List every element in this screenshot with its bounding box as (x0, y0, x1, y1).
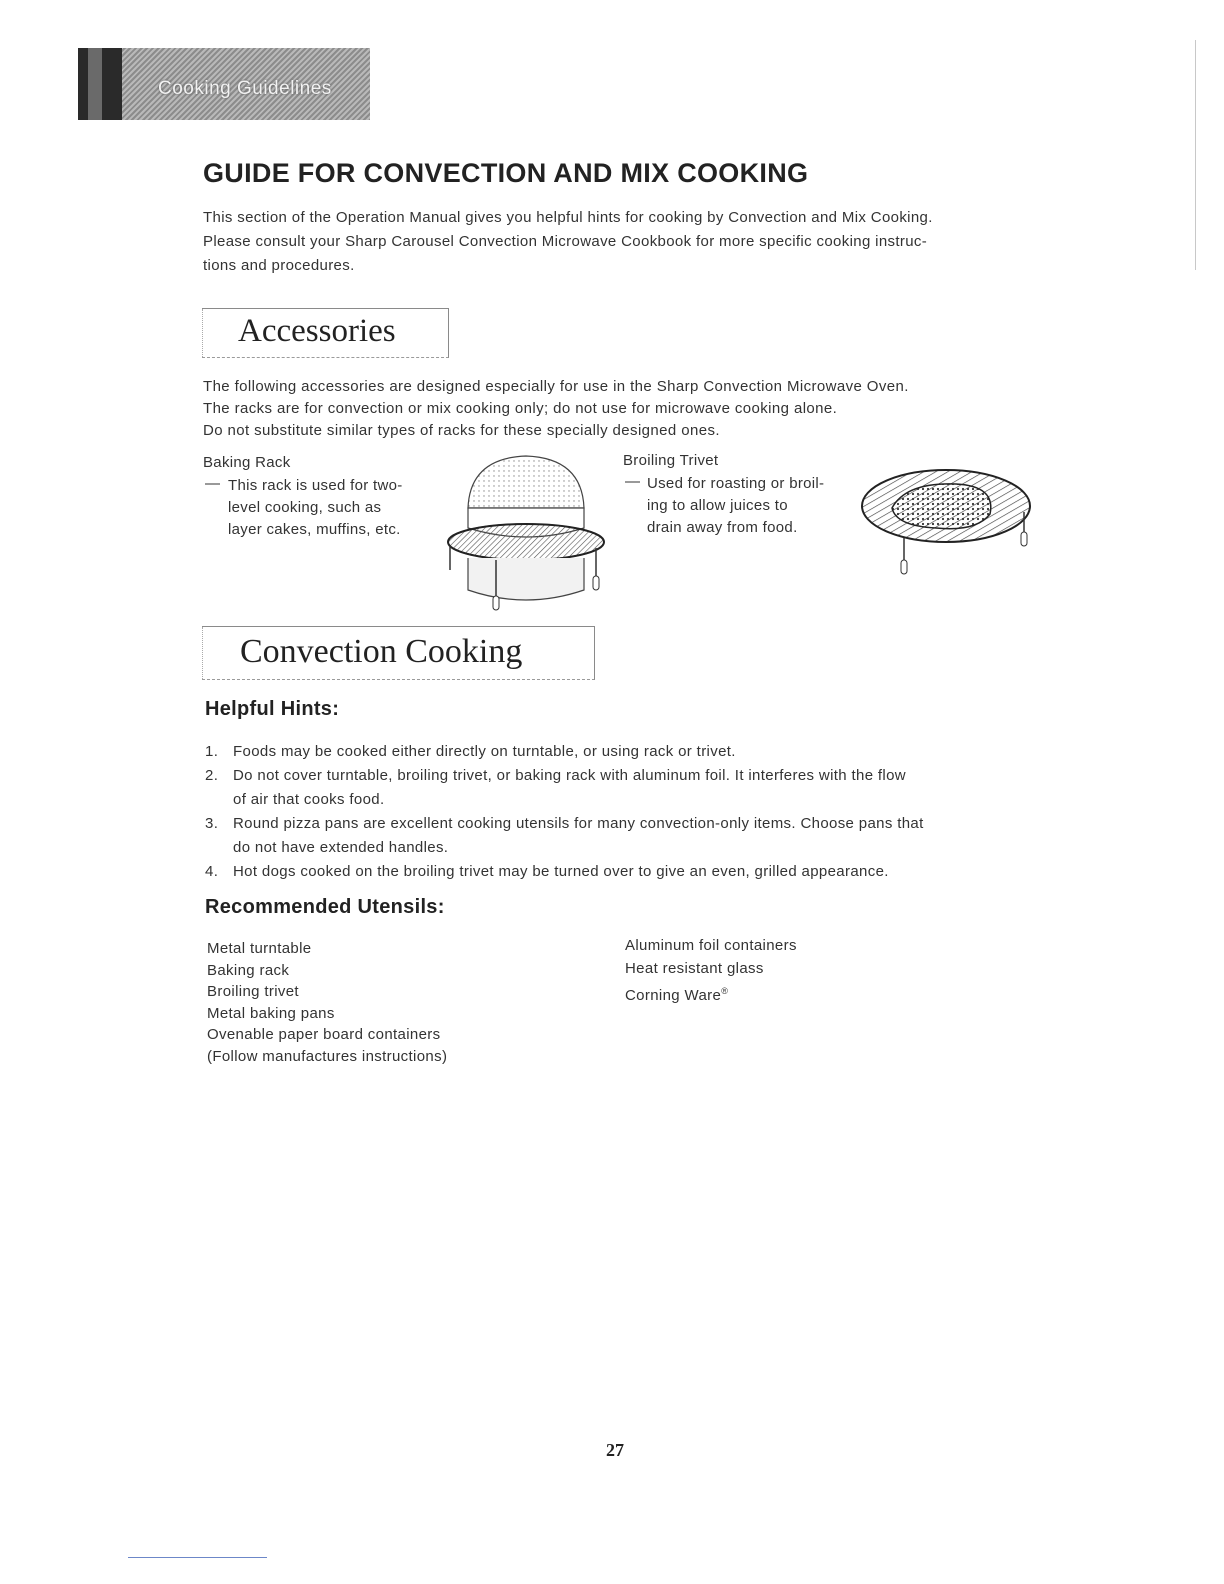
tab-marker (78, 48, 122, 120)
list-item (205, 812, 1055, 860)
desc-line: drain away from food. (647, 519, 798, 536)
recommended-utensils-heading: Recommended Utensils: (205, 896, 445, 918)
list-item (205, 764, 1055, 812)
list-item: Aluminum foil containers (625, 937, 797, 954)
desc-line: This rack is used for two- (228, 477, 403, 494)
broiling-trivet-illustration (856, 462, 1036, 582)
list-item: Metal baking pans (207, 1004, 335, 1022)
baking-rack-desc (228, 475, 424, 541)
convection-heading-box (202, 626, 595, 680)
footer-rule (128, 1557, 267, 1558)
baking-rack-dash: — (205, 475, 220, 492)
helpful-hints-heading: Helpful Hints: (205, 698, 340, 720)
utensil-label: Corning Ware (625, 987, 722, 1004)
section-tab (78, 48, 370, 120)
desc-line: layer cakes, muffins, etc. (228, 521, 401, 538)
desc-line: Used for roasting or broil- (647, 475, 825, 492)
intro-paragraph (203, 206, 1053, 278)
desc-line: ing to allow juices to (647, 497, 788, 514)
list-item: Baking rack (207, 961, 290, 979)
accessories-line: Do not substitute similar types of racks for these specially designed ones. (203, 422, 720, 439)
hint-text: of air that cooks food. (233, 791, 385, 808)
hint-text: Foods may be cooked either directly on turntable, or using rack or trivet. (233, 743, 736, 760)
accessories-text (203, 376, 1103, 442)
hint-text: Do not cover turntable, broiling trivet, or baking rack with aluminum foil. It interferes with the flow (233, 767, 906, 784)
accessories-heading: Accessories (238, 313, 396, 349)
list-item (205, 740, 1055, 764)
convection-heading: Convection Cooking (240, 633, 523, 670)
baking-rack-title: Baking Rack (203, 454, 291, 471)
cake-top (468, 456, 584, 508)
margin-rule (1195, 40, 1196, 270)
broiling-trivet-title: Broiling Trivet (623, 452, 719, 469)
hint-number: 4. (205, 863, 219, 880)
page-title: GUIDE FOR CONVECTION AND MIX COOKING (203, 158, 809, 188)
broiling-trivet-dash: — (625, 473, 640, 490)
accessories-line: The following accessories are designed especially for use in the Sharp Convection Microwave Oven. (203, 378, 909, 395)
hint-number: 3. (205, 815, 219, 832)
page-number: 27 (606, 1440, 624, 1460)
intro-line: Please consult your Sharp Carousel Convection Microwave Cookbook for more specific cooking instruc- (203, 233, 928, 250)
utensils-left-list (207, 938, 447, 1067)
intro-line: tions and procedures. (203, 257, 355, 274)
baking-rack-illustration (438, 450, 614, 620)
list-item (625, 980, 797, 1008)
accessories-line: The racks are for convection or mix cooking only; do not use for microwave cooking alone. (203, 400, 838, 417)
hints-list (205, 740, 1055, 884)
list-item: (Follow manufactures instructions) (207, 1047, 448, 1065)
desc-line: level cooking, such as (228, 499, 382, 516)
list-item: Metal turntable (207, 940, 312, 957)
intro-line: This section of the Operation Manual gives you helpful hints for cooking by Convection and Mix Cooking. (203, 209, 933, 226)
broiling-trivet-desc (647, 473, 843, 539)
lower-pan (468, 558, 584, 600)
hint-text: Hot dogs cooked on the broiling trivet may be turned over to give an even, grilled appearance. (233, 863, 889, 880)
utensils-right-list (625, 935, 797, 1008)
list-item: Broiling trivet (207, 983, 299, 1000)
hint-text: Round pizza pans are excellent cooking utensils for many convection-only items. Choose pans that (233, 815, 924, 832)
list-item: Ovenable paper board containers (207, 1026, 441, 1043)
accessories-heading-box (202, 308, 449, 358)
hint-text: do not have extended handles. (233, 839, 449, 856)
list-item: Heat resistant glass (625, 959, 764, 977)
tab-label: Cooking Guidelines (158, 78, 332, 99)
hint-number: 2. (205, 767, 219, 784)
registered-mark: ® (721, 986, 729, 996)
list-item (205, 860, 1055, 884)
hint-number: 1. (205, 743, 219, 760)
